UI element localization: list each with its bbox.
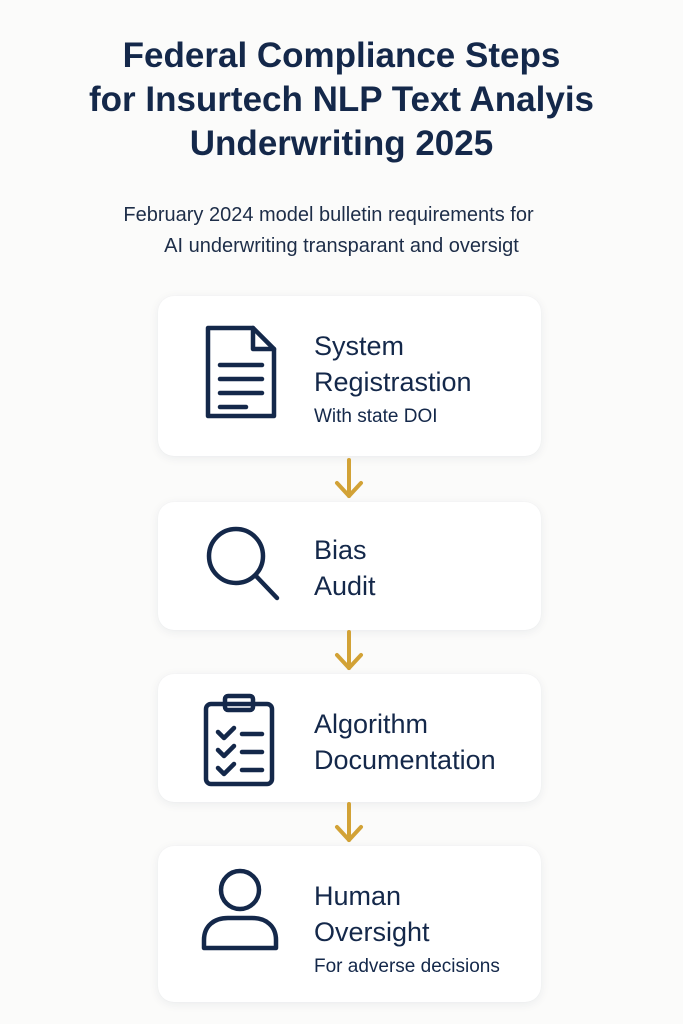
subtitle-line-2: AI underwriting transparant and oversigt — [164, 235, 519, 257]
title-line-1: Federal Compliance Steps — [122, 36, 561, 75]
step-note: For adverse decisions — [314, 956, 500, 977]
step-title — [314, 532, 531, 604]
magnifier-icon — [202, 518, 286, 608]
page-subtitle — [40, 200, 643, 262]
user-icon — [200, 866, 284, 956]
step-title-line-1: Bias — [314, 535, 367, 565]
flow-arrow-2 — [331, 628, 367, 674]
step-title-line-1: System — [314, 331, 405, 361]
step-title — [314, 706, 531, 778]
step-title-line-2: Registrastion — [314, 367, 472, 397]
page-title — [20, 34, 663, 166]
title-line-2: for Insurtech NLP Text Analyis — [88, 80, 595, 119]
flow-arrow-1 — [331, 456, 367, 502]
title-line-3: Underwriting 2025 — [189, 124, 494, 163]
step-card-human-oversight — [158, 846, 541, 1002]
step-title-line-2: Oversight — [314, 917, 430, 947]
checklist-icon — [200, 692, 284, 790]
flow-arrow-3 — [331, 800, 367, 846]
step-title-line-2: Documentation — [314, 745, 496, 775]
step-title-line-1: Algorithm — [314, 709, 429, 739]
step-card-bias-audit — [158, 502, 541, 630]
step-note: With state DOI — [314, 406, 438, 427]
step-card-algorithm-documentation — [158, 674, 541, 802]
step-title-line-1: Human — [314, 881, 402, 911]
document-icon — [198, 322, 282, 422]
step-title — [314, 328, 531, 400]
step-title-line-2: Audit — [314, 571, 376, 601]
subtitle-line-1: February 2024 model bulletin requirements for — [123, 204, 534, 226]
step-title — [314, 878, 531, 950]
step-card-system-registration — [158, 296, 541, 456]
